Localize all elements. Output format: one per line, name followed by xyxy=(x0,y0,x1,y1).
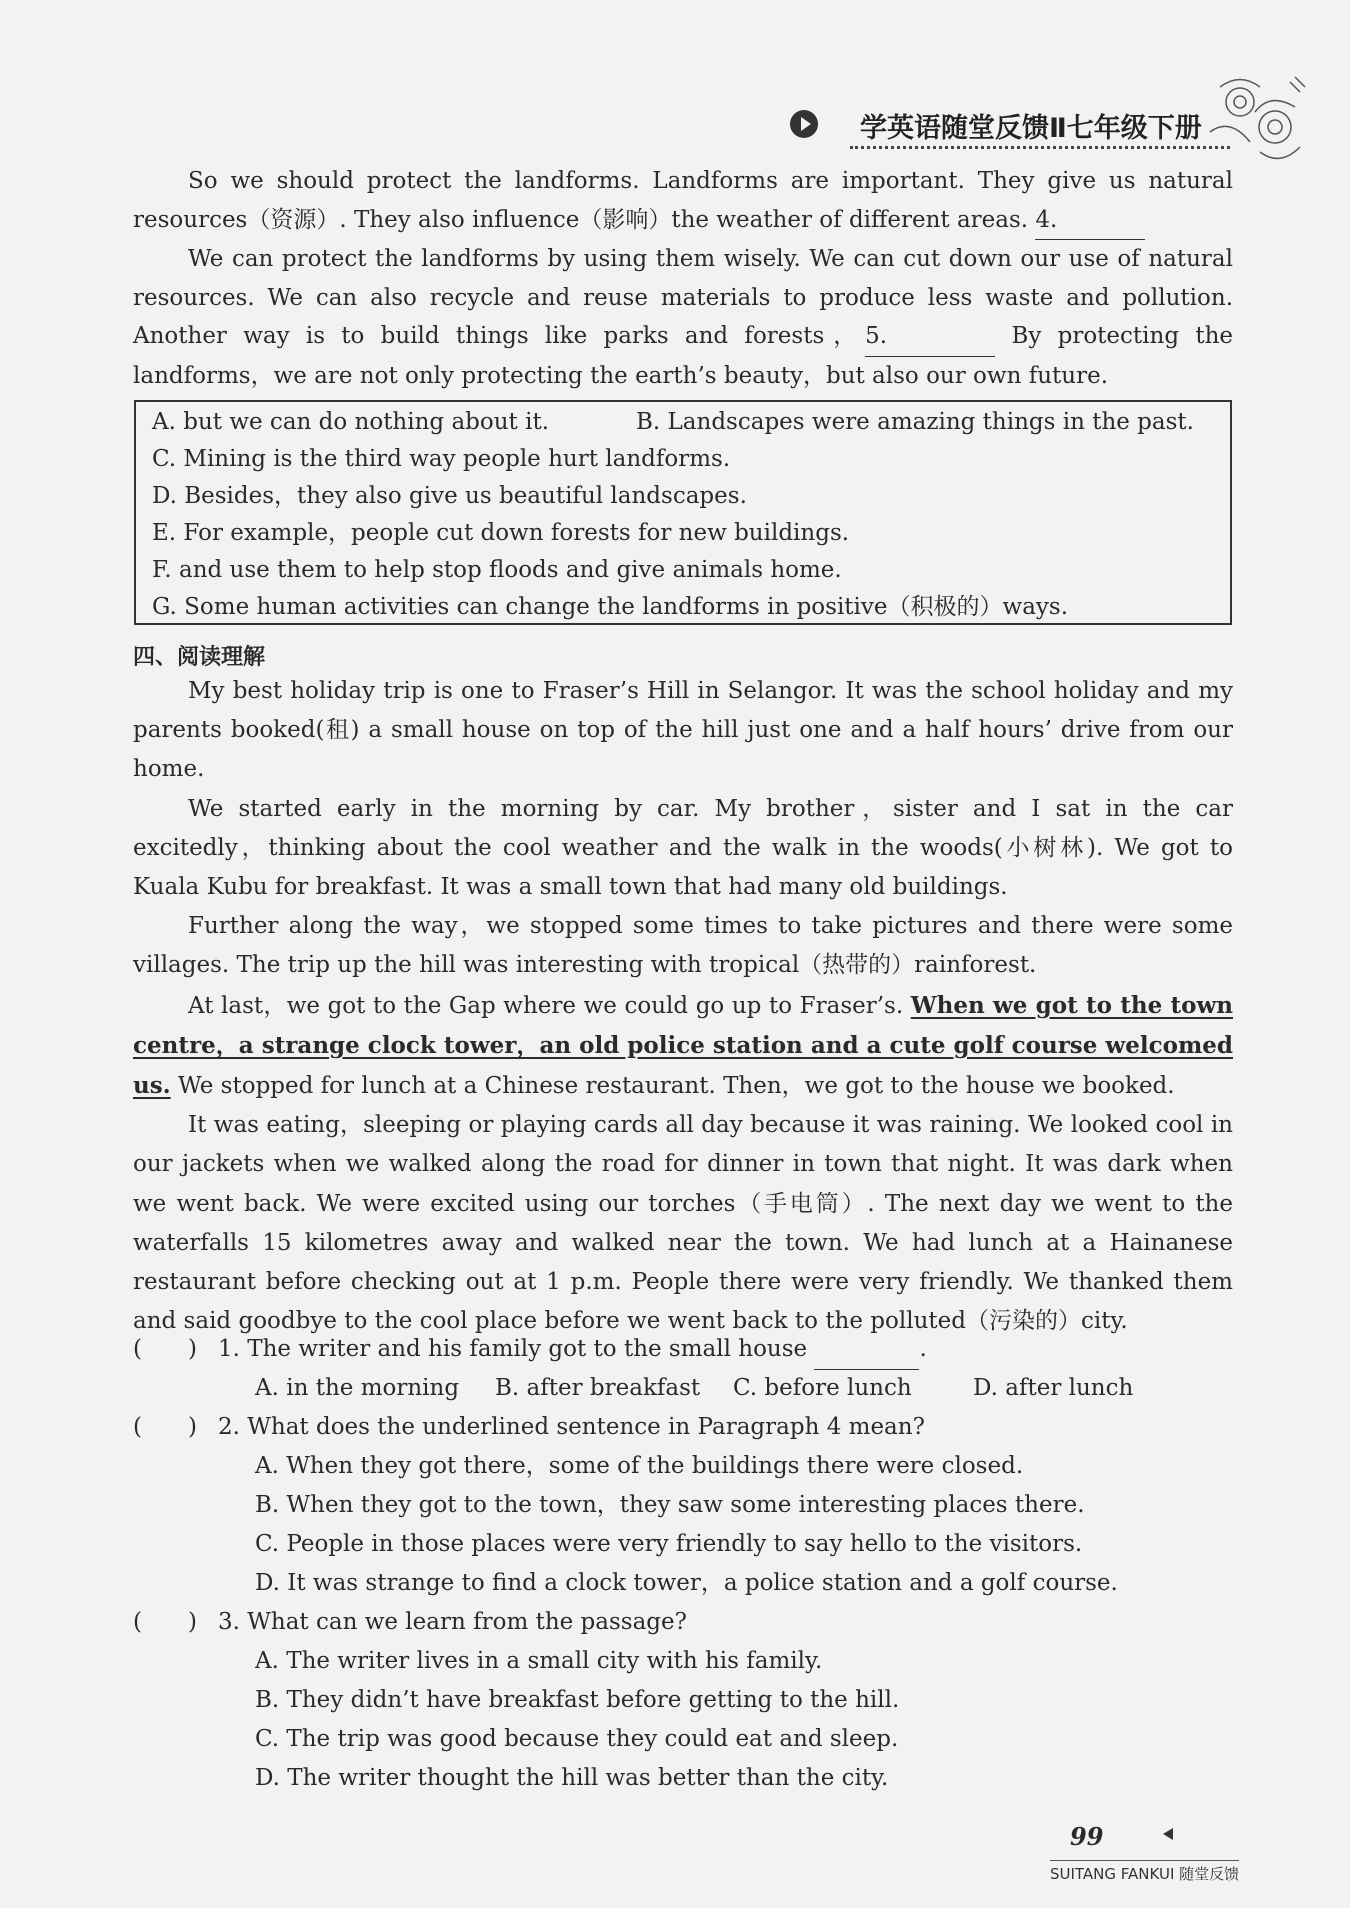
paragraph-text: So we should protect the landforms. Landforms are important. They give us natural resources（资源）. They also influence（影响）the weather of different areas. xyxy=(133,168,1233,233)
answer-blank-4[interactable]: 4. xyxy=(1035,201,1145,241)
reading-paragraph-1: My best holiday trip is one to Fraser’s Hill in Selangor. It was the school holiday and my parents booked(租) a small house on top of the hill just one and a half hours’ drive from our home. xyxy=(133,678,1233,783)
choice-A[interactable]: A. The writer lives in a small city with his family. xyxy=(255,1648,823,1674)
answer-bracket[interactable]: ( ) xyxy=(133,1609,197,1635)
header-dotted-rule xyxy=(850,146,1230,149)
answer-blank-5[interactable]: 5. xyxy=(865,317,995,357)
arrow-left-icon xyxy=(1163,1828,1173,1840)
question-2 xyxy=(133,1408,1233,1447)
book-title: 学英语随堂反馈Ⅱ七年级下册 xyxy=(860,113,1202,144)
choice-C[interactable]: C. The trip was good because they could eat and sleep. xyxy=(255,1726,899,1752)
section-title: 四、阅读理解 xyxy=(133,645,266,670)
option-C: C. Mining is the third way people hurt landforms. xyxy=(152,446,731,472)
answer-bracket[interactable]: ( ) xyxy=(133,1414,197,1440)
paragraph-text: We can protect the landforms by using them wisely. We can cut down our use of natural resources. We can also recycle and reuse materials to produce less waste and pollution. Another way is to build things like parks and forests， xyxy=(133,246,1233,349)
options-box xyxy=(134,400,1232,625)
choice-A[interactable]: A. When they got there，some of the buildings there were closed. xyxy=(255,1453,1024,1479)
page-number: 99 xyxy=(1070,1822,1104,1851)
question-1 xyxy=(133,1330,1233,1369)
choice-A[interactable]: A. in the morning xyxy=(255,1375,460,1401)
choice-D[interactable]: D. after lunch xyxy=(973,1375,1134,1401)
footer-brand: SUITANG FANKUI 随堂反馈 xyxy=(1050,1860,1239,1884)
passage-top-paragraph-1 xyxy=(133,162,1233,240)
question-stem: 2. What does the underlined sentence in Paragraph 4 mean? xyxy=(218,1414,925,1440)
reading-paragraph-2: We started early in the morning by car. My brother，sister and I sat in the car excitedly，thinking about the cool weather and the walk in the woods(小树林). We got to Kuala Kubu for breakfast. It was a small town that had many old buildings. xyxy=(133,795,1233,901)
option-B: B. Landscapes were amazing things in the past. xyxy=(636,409,1194,435)
reading-paragraph-4 xyxy=(133,986,1233,1107)
questions xyxy=(133,1330,1233,1798)
page-header xyxy=(790,100,1230,150)
reading-paragraph-5: It was eating，sleeping or playing cards all day because it was raining. We looked cool in our jackets when we walked along the road for dinner in town that night. It was dark when we went back. We were excited using our torches（手电筒）. The next day we went to the waterfalls 15 kilometres away and walked near the town. We had lunch at a Hainanese restaurant before checking out at 1 p.m. People there were very friendly. We thanked them and said goodbye to the cool place before we went back to the polluted（污染的）city. xyxy=(133,1112,1233,1335)
question-stem: 3. What can we learn from the passage? xyxy=(218,1609,687,1635)
option-G: G. Some human activities can change the landforms in positive（积极的）ways. xyxy=(152,594,1069,620)
choice-D[interactable]: D. The writer thought the hill was better than the city. xyxy=(255,1765,889,1791)
reading-paragraph-3: Further along the way，we stopped some times to take pictures and there were some villages. The trip up the hill was interesting with tropical（热带的）rainforest. xyxy=(133,913,1233,979)
answer-bracket[interactable]: ( ) xyxy=(133,1336,197,1362)
paragraph-text: We stopped for lunch at a Chinese restaurant. Then，we got to the house we booked. xyxy=(170,1073,1175,1100)
option-A: A. but we can do nothing about it. xyxy=(152,409,550,435)
play-icon xyxy=(790,110,818,138)
question-1-options xyxy=(133,1369,1233,1408)
paragraph-text: By protecting the landforms，we are not only protecting the earth’s beauty，but also our own future. xyxy=(133,323,1233,389)
choice-C[interactable]: C. before lunch xyxy=(733,1375,912,1401)
answer-blank xyxy=(814,1330,919,1370)
choice-B[interactable]: B. after breakfast xyxy=(495,1375,701,1401)
choice-B[interactable]: B. When they got to the town，they saw some interesting places there. xyxy=(255,1492,1085,1518)
reading-passage xyxy=(133,672,1233,1341)
underlined-sentence: When we got to the town centre，a strange clock tower，an old police station and a cute golf course welcomed us. xyxy=(133,991,1233,1100)
passage-top-paragraph-2 xyxy=(133,240,1233,395)
option-F: F. and use them to help stop floods and give animals home. xyxy=(152,557,842,583)
choice-D[interactable]: D. It was strange to find a clock tower，a police station and a golf course. xyxy=(255,1570,1118,1596)
choice-B[interactable]: B. They didn’t have breakfast before getting to the hill. xyxy=(255,1687,900,1713)
option-D: D. Besides，they also give us beautiful landscapes. xyxy=(152,483,747,509)
choice-C[interactable]: C. People in those places were very friendly to say hello to the visitors. xyxy=(255,1531,1083,1557)
question-3 xyxy=(133,1603,1233,1642)
flower-ornament-icon xyxy=(1200,72,1310,172)
question-end: . xyxy=(919,1336,927,1362)
option-E: E. For example，people cut down forests for new buildings. xyxy=(152,520,850,546)
paragraph-text: At last，we got to the Gap where we could go up to Fraser’s. xyxy=(188,992,911,1019)
passage-top xyxy=(133,162,1233,395)
question-stem: 1. The writer and his family got to the small house xyxy=(218,1336,808,1362)
